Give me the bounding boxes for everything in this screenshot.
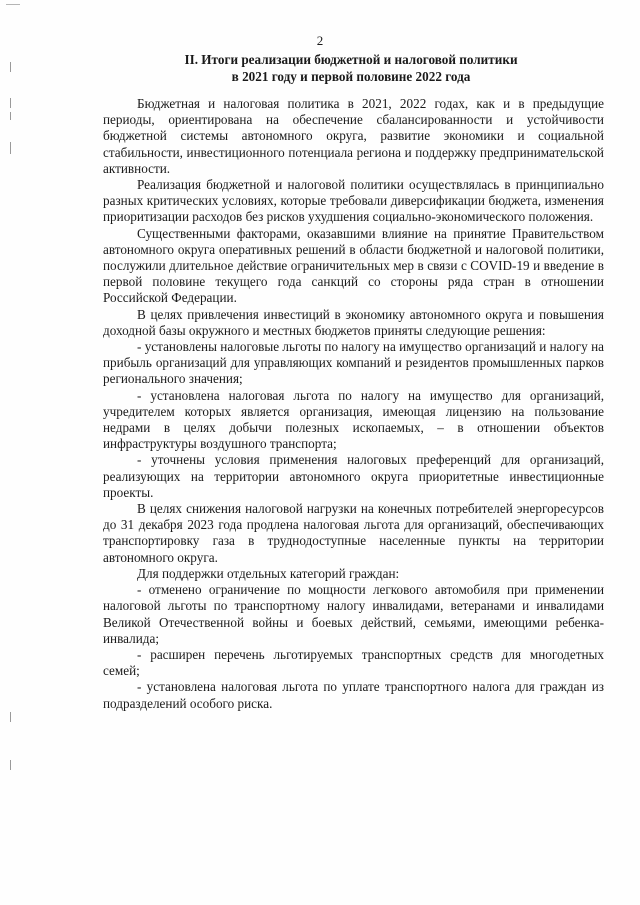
scan-mark <box>10 760 11 770</box>
page-number: 2 <box>316 33 324 48</box>
scan-mark <box>10 98 11 108</box>
list-item: - установлены налоговые льготы по налогу на имущество организаций и налогу на прибыль организаций для управляющих компаний и резидентов промышленных парков регионального значения; <box>103 339 604 387</box>
scan-mark <box>10 112 11 120</box>
paragraph: В целях привлечения инвестиций в экономику автономного округа и повышения доходной базы окружного и местных бюджетов приняты следующие решения: <box>103 306 604 338</box>
paragraph: Бюджетная и налоговая политика в 2021, 2022 годах, как и в предыдущие периоды, ориентирована на обеспечение сбалансированности и устойчивости бюджетной системы автономного округа, развитие экономики и социальной стабильности, инвестиционного потенциала региона и поддержку предпринимательской активности. <box>103 96 604 176</box>
scan-mark <box>10 142 11 154</box>
section-heading-line: II. Итоги реализации бюджетной и налоговой политики <box>184 52 518 67</box>
scan-mark <box>10 712 11 722</box>
section-heading <box>90 51 612 85</box>
list-item: - отменено ограничение по мощности легкового автомобиля при применении налоговой льготы по транспортному налогу инвалидами, ветеранами и инвалидами Великой Отечественной войны и боевых действий, семьями, имеющими ребенка-инвалида; <box>103 582 604 646</box>
paragraph: Реализация бюджетной и налоговой политики осуществлялась в принципиально разных критических условиях, которые требовали диверсификации бюджета, изменения приоритизации расходов без рисков ухудшения социально-экономического положения. <box>103 177 604 225</box>
list-item: - установлена налоговая льгота по налогу на имущество для организаций, учредителем которых является организация, имеющая лицензию на пользование недрами в целях добычи полезных ископаемых, – в отношении объектов инфраструктуры воздушного транспорта; <box>103 387 604 452</box>
scan-mark <box>6 4 20 5</box>
scan-mark <box>10 62 11 72</box>
list-item: - установлена налоговая льгота по уплате транспортного налога для граждан из подразделений особого риска. <box>103 679 604 711</box>
paragraph: В целях снижения налоговой нагрузки на конечных потребителей энергоресурсов до 31 декабря 2023 года продлена налоговая льгота для организаций, обеспечивающих транспортировку газа в труднодоступные населенные пункты на территории автономного округа. <box>103 501 604 565</box>
paragraph: Для поддержки отдельных категорий граждан: <box>137 565 400 581</box>
scan-margin-marks <box>6 0 20 905</box>
list-item: - расширен перечень льготируемых транспортных средств для многодетных семей; <box>103 646 604 679</box>
section-heading-line: в 2021 году и первой половине 2022 года <box>231 69 471 84</box>
paragraph: Существенными факторами, оказавшими влияние на принятие Правительством автономного округа оперативных решений в области бюджетной и налоговой политики, послужили длительное действие ограничительных мер в связи с COVID-19 и введение в первой половине текущего года санкций со стороны ряда стран в отношении Российской Федерации. <box>103 225 604 306</box>
document-body <box>103 96 604 712</box>
list-item: - уточнены условия применения налоговых преференций для организаций, реализующих на территории автономного округа приоритетные инвестиционные проекты. <box>103 452 604 500</box>
